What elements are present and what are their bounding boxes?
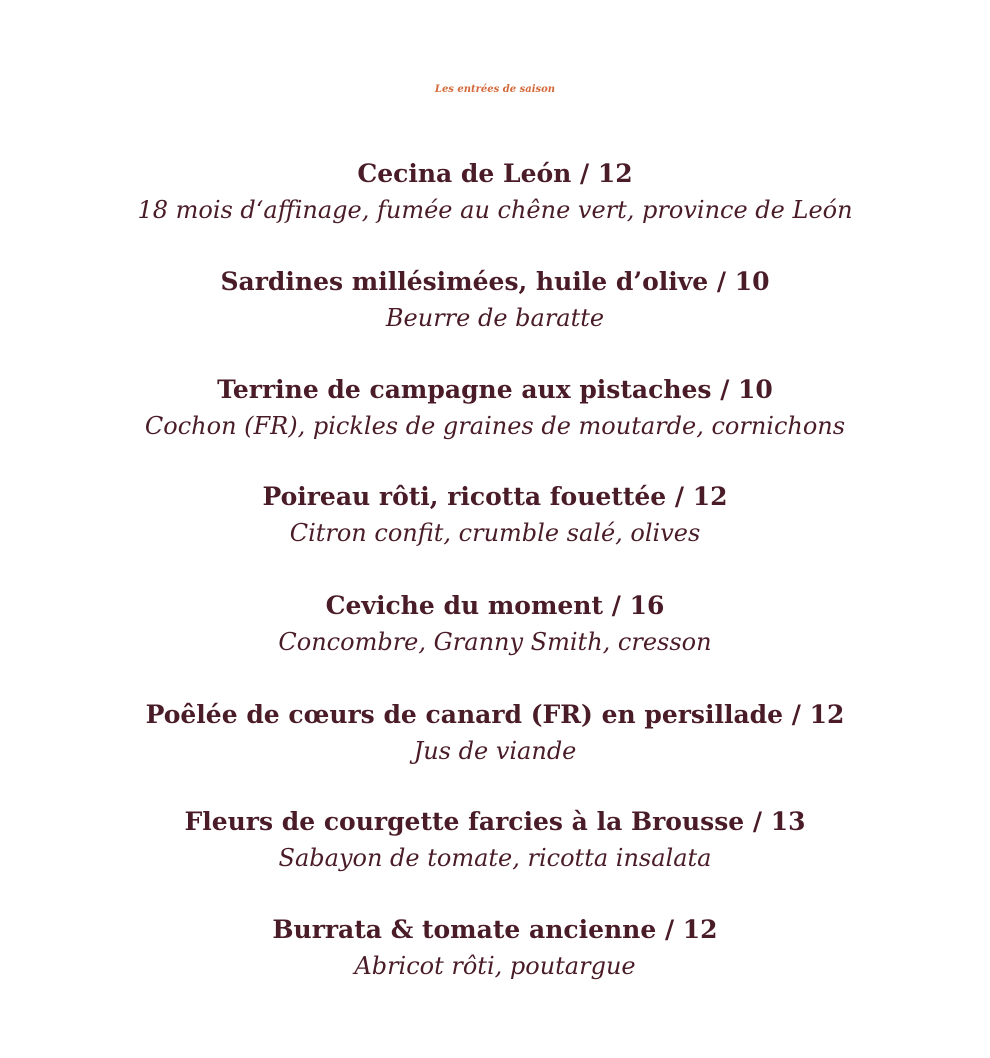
dish-description: Beurre de baratte (385, 304, 605, 332)
dish-description: Cochon (FR), pickles de graines de moutarde, cornichons (144, 412, 846, 440)
menu-item (0, 805, 990, 875)
menu-item (0, 698, 990, 768)
menu-item (0, 373, 990, 443)
menu-item (0, 480, 990, 550)
dish-name: Burrata & tomate ancienne / 12 (272, 915, 718, 944)
dish-name: Poêlée de cœurs de canard (FR) en persillade / 12 (145, 700, 845, 729)
dish-name: Sardines millésimées, huile d’olive / 10 (220, 267, 770, 296)
dish-description: Concombre, Granny Smith, cresson (278, 628, 712, 656)
menu-title: Les entrées de saison (434, 84, 556, 95)
dish-name: Terrine de campagne aux pistaches / 10 (217, 375, 773, 404)
menu-item (0, 265, 990, 335)
dish-description: Citron confit, crumble salé, olives (289, 519, 701, 547)
menu-item (0, 157, 990, 227)
dish-name: Poireau rôti, ricotta fouettée / 12 (262, 482, 728, 511)
menu-item (0, 589, 990, 659)
dish-description: Jus de viande (413, 737, 577, 765)
menu-item (0, 913, 990, 983)
dish-name: Fleurs de courgette farcies à la Brousse / 13 (184, 807, 806, 836)
dish-description: Sabayon de tomate, ricotta insalata (278, 844, 712, 872)
dish-name: Cecina de León / 12 (357, 159, 633, 188)
dish-name: Ceviche du moment / 16 (325, 591, 665, 620)
dish-description: Abricot rôti, poutargue (354, 952, 636, 980)
dish-description: 18 mois d‘affinage, fumée au chêne vert, province de León (137, 196, 853, 224)
